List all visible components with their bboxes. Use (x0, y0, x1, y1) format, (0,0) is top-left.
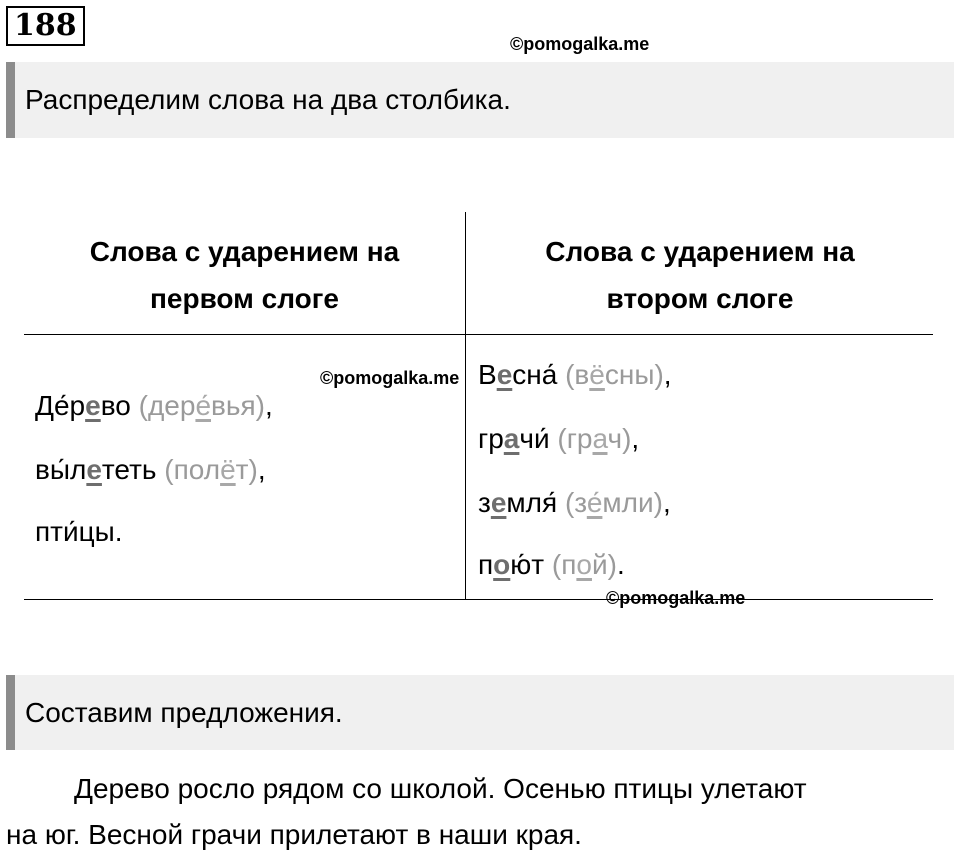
table-bottom-border (24, 599, 933, 600)
section-title: Распределим слова на два столбика. (25, 84, 511, 115)
word-item: земля́ (зе́мли), (478, 487, 671, 518)
section-banner-sentences (6, 675, 954, 750)
word-item: вы́лететь (полёт), (35, 454, 266, 485)
watermark: ©pomogalka.me (320, 368, 460, 388)
section-title: Составим предложения. (25, 696, 343, 728)
word-item: пти́цы. (35, 516, 123, 547)
word-item: Де́рево (дере́вья), (35, 390, 273, 421)
column-header-second-syllable: Слова с ударением на втором слоге (545, 236, 855, 314)
table-header-divider (24, 334, 933, 335)
task-number: 188 (6, 6, 85, 46)
watermark: ©pomogalka.me (510, 34, 650, 54)
word-item: грачи́ (грач), (478, 423, 640, 454)
word-item: Весна́ (вёсны), (478, 359, 672, 390)
word-item: пою́т (пой). (478, 549, 625, 580)
section-banner-distribute (6, 62, 954, 138)
table-column-divider (465, 212, 466, 600)
watermark: ©pomogalka.me (606, 588, 746, 608)
answer-paragraph: Дерево росло рядом со школой. Осенью птицы улетают на юг. Весной грачи прилетают в наши края. (6, 773, 807, 850)
column-header-first-syllable: Слова с ударением на первом слоге (89, 236, 400, 314)
